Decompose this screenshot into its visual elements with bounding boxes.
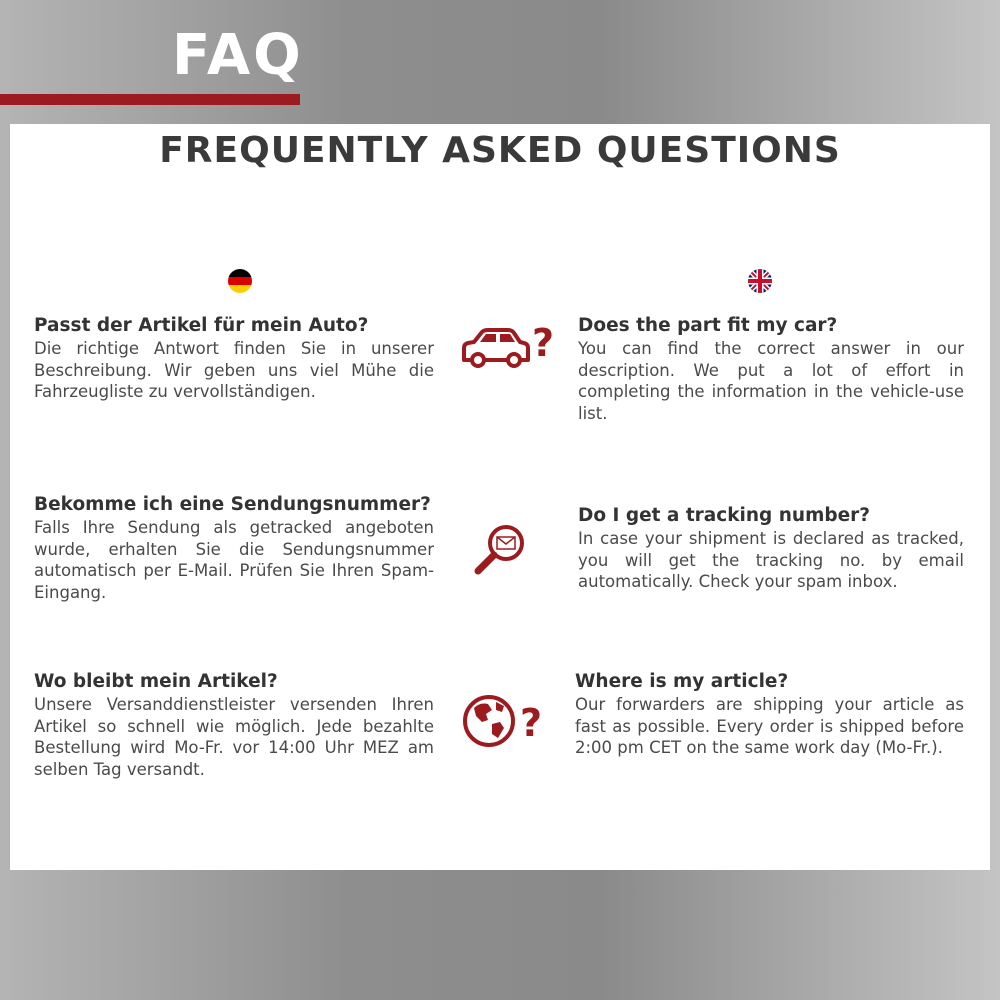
- faq-answer: You can find the correct answer in our description. We put a lot of effort in completing the information in the vehicle-use list.: [578, 339, 964, 423]
- faq-question: Does the part fit my car?: [578, 315, 838, 336]
- faq-question: Wo bleibt mein Artikel?: [34, 671, 278, 692]
- faq-de-1: [34, 315, 434, 403]
- faq-answer: In case your shipment is declared as tracked, you will get the tracking no. by email automatically. Check your spam inbox.: [578, 529, 964, 591]
- faq-question: Bekomme ich eine Sendungsnummer?: [34, 494, 431, 515]
- faq-en-3: [575, 671, 964, 759]
- faq-header-title: FAQ: [172, 23, 304, 88]
- faq-answer: Our forwarders are shipping your article as fast as possible. Every order is shipped before 2:00 pm CET on the same work day (Mo-Fr.).: [575, 695, 964, 757]
- faq-question: Do I get a tracking number?: [578, 505, 871, 526]
- uk-flag-icon: [748, 269, 772, 293]
- faq-en-1: [578, 315, 964, 424]
- germany-flag-icon: [228, 269, 252, 293]
- car-question-icon: [458, 322, 558, 374]
- faq-answer: Die richtige Antwort finden Sie in unserer Beschreibung. Wir geben uns viel Mühe die Fahrzeugliste zu vervollständigen.: [34, 339, 434, 401]
- faq-en-2: [578, 505, 964, 593]
- svg-text:?: ?: [520, 701, 543, 745]
- panel-title: FREQUENTLY ASKED QUESTIONS: [159, 130, 841, 171]
- faq-question: Passt der Artikel für mein Auto?: [34, 315, 369, 336]
- header-accent-bar: [0, 94, 300, 105]
- globe-question-icon: [462, 692, 554, 754]
- faq-question: Where is my article?: [575, 671, 789, 692]
- faq-answer: Unsere Versanddienstleister versenden Ihren Artikel so schnell wie möglich. Jede bezahlte Bestellung wird Mo-Fr. vor 14:00 Uhr MEZ am selben Tag versandt.: [34, 695, 434, 779]
- faq-answer: Falls Ihre Sendung als getracked angeboten wurde, erhalten Sie die Sendungsnummer automatisch per E-Mail. Prüfen Sie Ihren Spam-Eingang.: [34, 518, 434, 602]
- svg-text:?: ?: [532, 322, 555, 365]
- faq-panel: [10, 124, 990, 870]
- faq-de-2: [34, 494, 434, 603]
- faq-de-3: [34, 671, 434, 780]
- magnifier-mail-icon: [472, 522, 528, 582]
